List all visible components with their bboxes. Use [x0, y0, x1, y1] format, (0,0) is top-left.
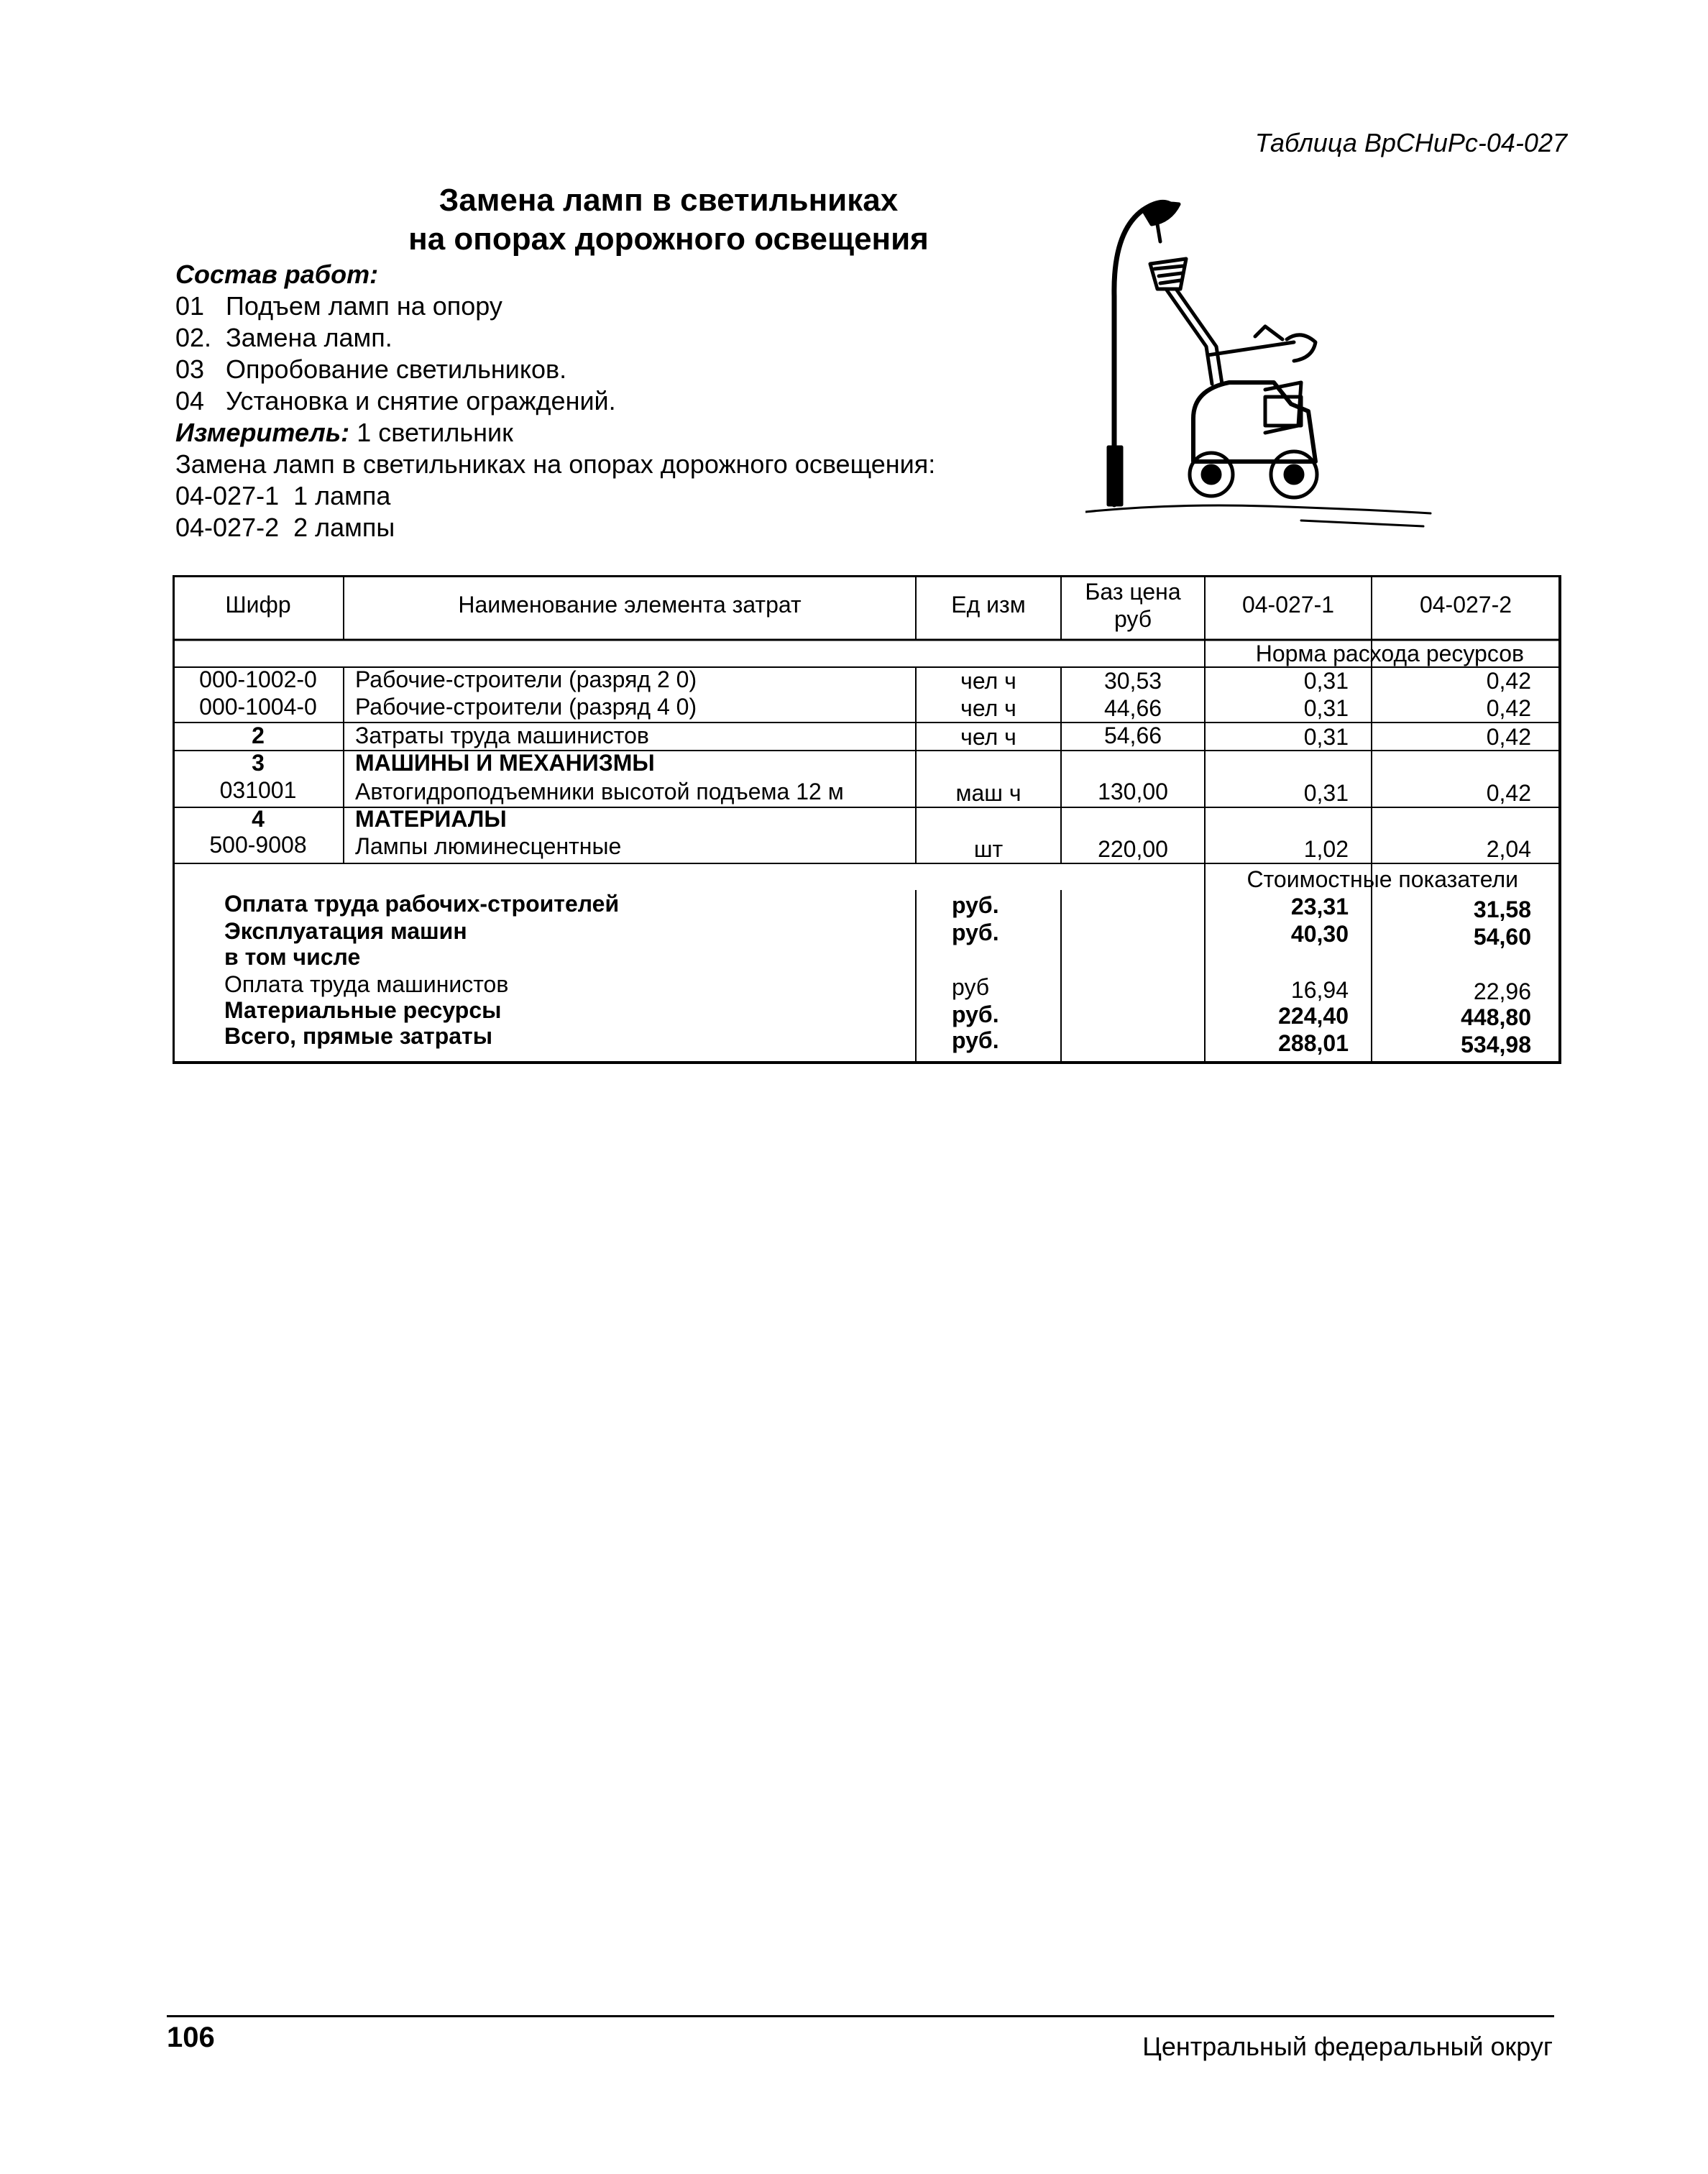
variant-line	[175, 512, 395, 544]
row-unit: маш ч	[955, 780, 1021, 806]
row-value-1: 0,31	[1303, 780, 1349, 806]
work-item-text: Установка и снятие ограждений.	[226, 386, 616, 416]
row-unit: чел ч	[960, 668, 1016, 694]
work-item	[175, 322, 392, 354]
row-unit: шт	[973, 836, 1004, 862]
work-item-number: 01	[175, 291, 205, 321]
column-header-price-line1: Баз цена	[1085, 579, 1181, 605]
row-value-2: 0,42	[1486, 724, 1531, 750]
cost-name: в том числе	[224, 944, 361, 970]
group-name: МАТЕРИАЛЫ	[355, 806, 507, 832]
row-code: 500-9008	[209, 832, 307, 858]
cost-name: Материальные ресурсы	[224, 997, 502, 1023]
row-value-2: 0,42	[1486, 668, 1531, 694]
cost-value-2: 448,80	[1461, 1004, 1531, 1030]
cost-unit: руб.	[952, 919, 999, 945]
column-header-04-027-1: 04-027-1	[1241, 592, 1335, 618]
cost-value-1: 16,94	[1290, 977, 1349, 1003]
row-price: 54,66	[1103, 723, 1162, 748]
variant-text: 1 лампа	[293, 481, 391, 510]
table-reference: Таблица ВрСНиРс-04-027	[1254, 128, 1567, 157]
cost-name: Оплата труда машинистов	[224, 971, 509, 997]
cost-value-2: 22,96	[1473, 978, 1531, 1004]
cost-unit: руб	[952, 974, 990, 1000]
column-header-price	[1061, 578, 1205, 633]
row-price: 30,53	[1103, 668, 1162, 694]
cost-unit: руб.	[952, 1001, 999, 1027]
row-name: Лампы люминесцентные	[355, 833, 622, 859]
row-value-1: 1,02	[1303, 836, 1349, 862]
row-name: Рабочие-строители (разряд 4 0)	[355, 694, 697, 720]
work-item-number: 03	[175, 354, 205, 384]
variant-code: 04-027-1	[175, 481, 280, 510]
variant-code: 04-027-2	[175, 513, 280, 542]
row-value-1: 0,31	[1303, 724, 1349, 750]
row-code: 031001	[219, 777, 297, 803]
section-resources: Норма расхода ресурсов	[1255, 641, 1524, 666]
row-price: 220,00	[1098, 836, 1168, 862]
lift-illustration	[1085, 188, 1438, 541]
column-header-04-027-2: 04-027-2	[1419, 592, 1512, 618]
group-code: 3	[252, 750, 265, 776]
row-value-2: 0,42	[1486, 695, 1531, 721]
work-item-text: Подъем ламп на опору	[226, 291, 502, 321]
cost-unit: руб.	[952, 892, 999, 918]
cost-value-2: 534,98	[1461, 1032, 1531, 1058]
row-unit: чел ч	[960, 724, 1016, 750]
cost-value-2: 31,58	[1473, 896, 1531, 922]
measure-label: Измеритель:	[175, 418, 350, 447]
cost-value-2: 54,60	[1473, 924, 1531, 950]
row-name: Рабочие-строители (разряд 2 0)	[355, 666, 697, 692]
work-item-number: 04	[175, 386, 205, 416]
cost-name: Оплата труда рабочих-строителей	[224, 891, 620, 917]
row-price: 130,00	[1098, 779, 1168, 804]
page-title	[273, 181, 1064, 259]
row-name: Автогидроподъемники высотой подъема 12 м	[355, 779, 844, 804]
row-code: 000-1002-0	[199, 666, 317, 692]
footer-rule	[167, 2015, 1554, 2017]
page-number: 106	[167, 2022, 215, 2053]
row-code: 2	[252, 723, 265, 748]
cost-value-1: 40,30	[1290, 921, 1349, 947]
description: Замена ламп в светильниках на опорах дорожного освещения:	[175, 449, 936, 479]
row-value-1: 0,31	[1303, 668, 1349, 694]
work-item-text: Опробование светильников.	[226, 354, 567, 384]
title-line-1: Замена ламп в светильниках	[439, 183, 899, 218]
cost-value-1: 288,01	[1278, 1030, 1349, 1056]
work-item	[175, 385, 616, 417]
cost-value-1: 23,31	[1290, 894, 1349, 919]
work-item-number: 02.	[175, 323, 212, 352]
row-value-1: 0,31	[1303, 695, 1349, 721]
works-heading: Состав работ:	[175, 260, 379, 289]
cost-name: Всего, прямые затраты	[224, 1023, 493, 1049]
row-price: 44,66	[1103, 695, 1162, 721]
row-value-2: 2,04	[1486, 836, 1531, 862]
column-header-unit: Ед изм	[951, 592, 1026, 618]
footer-region: Центральный федеральный округ	[1142, 2032, 1553, 2061]
cost-name: Эксплуатация машин	[224, 918, 467, 944]
cost-unit: руб.	[952, 1027, 999, 1053]
work-item	[175, 290, 502, 322]
group-code: 4	[252, 806, 265, 832]
row-code: 000-1004-0	[199, 694, 317, 720]
work-item-text: Замена ламп.	[226, 323, 392, 352]
row-unit: чел ч	[960, 695, 1016, 721]
row-value-2: 0,42	[1486, 780, 1531, 806]
column-header-name: Наименование элемента затрат	[458, 592, 802, 618]
cost-value-1: 224,40	[1278, 1003, 1349, 1029]
measure-value: 1 светильник	[357, 418, 513, 447]
column-header-price-line2: руб	[1114, 606, 1152, 632]
group-name: МАШИНЫ И МЕХАНИЗМЫ	[355, 750, 655, 776]
work-item	[175, 354, 566, 385]
measure-line	[175, 417, 513, 449]
section-costs: Стоимостные показатели	[1246, 866, 1518, 892]
title-line-2: на опорах дорожного освещения	[408, 221, 929, 257]
row-name: Затраты труда машинистов	[355, 723, 649, 748]
variant-text: 2 лампы	[293, 513, 395, 542]
variant-line	[175, 480, 390, 512]
column-header-code: Шифр	[225, 592, 291, 618]
